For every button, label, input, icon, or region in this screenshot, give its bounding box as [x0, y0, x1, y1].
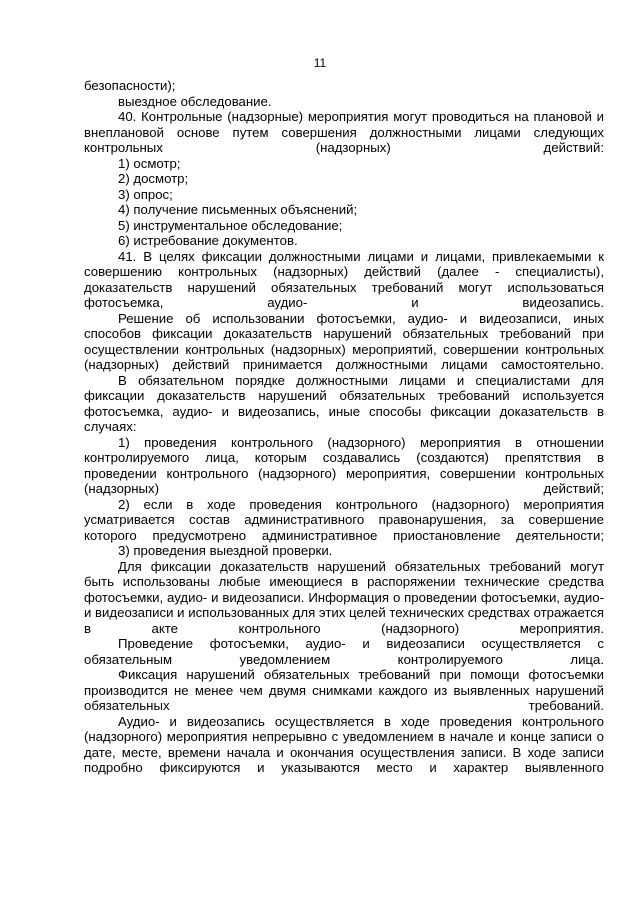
list-item: 6) истребование документов.: [118, 233, 298, 248]
list-item: 4) получение письменных объяснений;: [118, 202, 358, 217]
paragraph: Проведение фотосъемки, аудио- и видеозаписи осуществляется с обязательным уведомлением контролируемого лица.: [84, 636, 604, 667]
paragraph: Аудио- и видеозапись осуществляется в ходе проведения контрольного (надзорного) мероприятия непрерывно с уведомлением в начале и конце записи о дате, месте, времени начала и окончания осуществления записи. В ходе записи подробно фиксируются и указываются место и характер выявленного: [84, 713, 604, 775]
paragraph: Для фиксации доказательств нарушений обязательных требований могут быть использованы любые имеющиеся в распоряжении технические средства фотосъемки, аудио- и видеозаписи. Информация о проведении фотосъемки, аудио- и видеозаписи и использованных для этих целей технических средствах отражается в акте контрольного (надзорного) мероприятия.: [84, 558, 604, 636]
paragraph: безопасности);: [84, 78, 176, 93]
list-item: 2) досмотр;: [118, 171, 189, 186]
paragraph: В обязательном порядке должностными лицами и специалистами для фиксации доказательств нарушений обязательных требований используется фотосъемка, аудио- и видеозапись, иные способы фиксации доказательств в случаях:: [84, 372, 604, 434]
list-item: 1) осмотр;: [118, 155, 181, 171]
list-item: 3) проведения выездной проверки.: [118, 543, 333, 558]
paragraph-item-40: 40. Контрольные (надзорные) мероприятия могут проводиться на плановой и внеплановой основе путем совершения должностными лицами следующих контрольных (надзорных) действий:: [84, 109, 604, 155]
paragraph: выездное обследование.: [118, 93, 272, 109]
list-item: 5) инструментальное обследование;: [118, 217, 343, 233]
paragraph-item-41: 41. В целях фиксации должностными лицами и лицами, привлекаемыми к совершению контрольных (надзорных) действий (далее - специалисты), доказательств нарушений обязательных требований могут использоваться фотосъемка, аудио- и видеозапись.: [84, 248, 604, 310]
paragraph: Решение об использовании фотосъемки, аудио- и видеозаписи, иных способов фиксации доказательств нарушений обязательных требований при осуществлении контрольных (надзорных) мероприятий, совершении контрольных (надзорных) действий принимается должностными лицами самостоятельно.: [84, 310, 604, 372]
document-body: [84, 78, 604, 776]
list-item: 3) опрос;: [118, 186, 173, 202]
list-item: 2) если в ходе проведения контрольного (надзорного) мероприятия усматривается состав административного правонарушения, за совершение которого предусмотрено административное приостановление деятельности;: [84, 496, 604, 543]
list-item: 1) проведения контрольного (надзорного) мероприятия в отношении контролируемого лица, которым создавались (создаются) препятствия в проведении контрольного (надзорного) мероприятия, совершении контрольных (надзорных) действий;: [84, 434, 604, 496]
paragraph: Фиксация нарушений обязательных требований при помощи фотосъемки производится не менее чем двумя снимками каждого из выявленных нарушений обязательных требований.: [84, 667, 604, 713]
page-number: 11: [313, 56, 327, 70]
